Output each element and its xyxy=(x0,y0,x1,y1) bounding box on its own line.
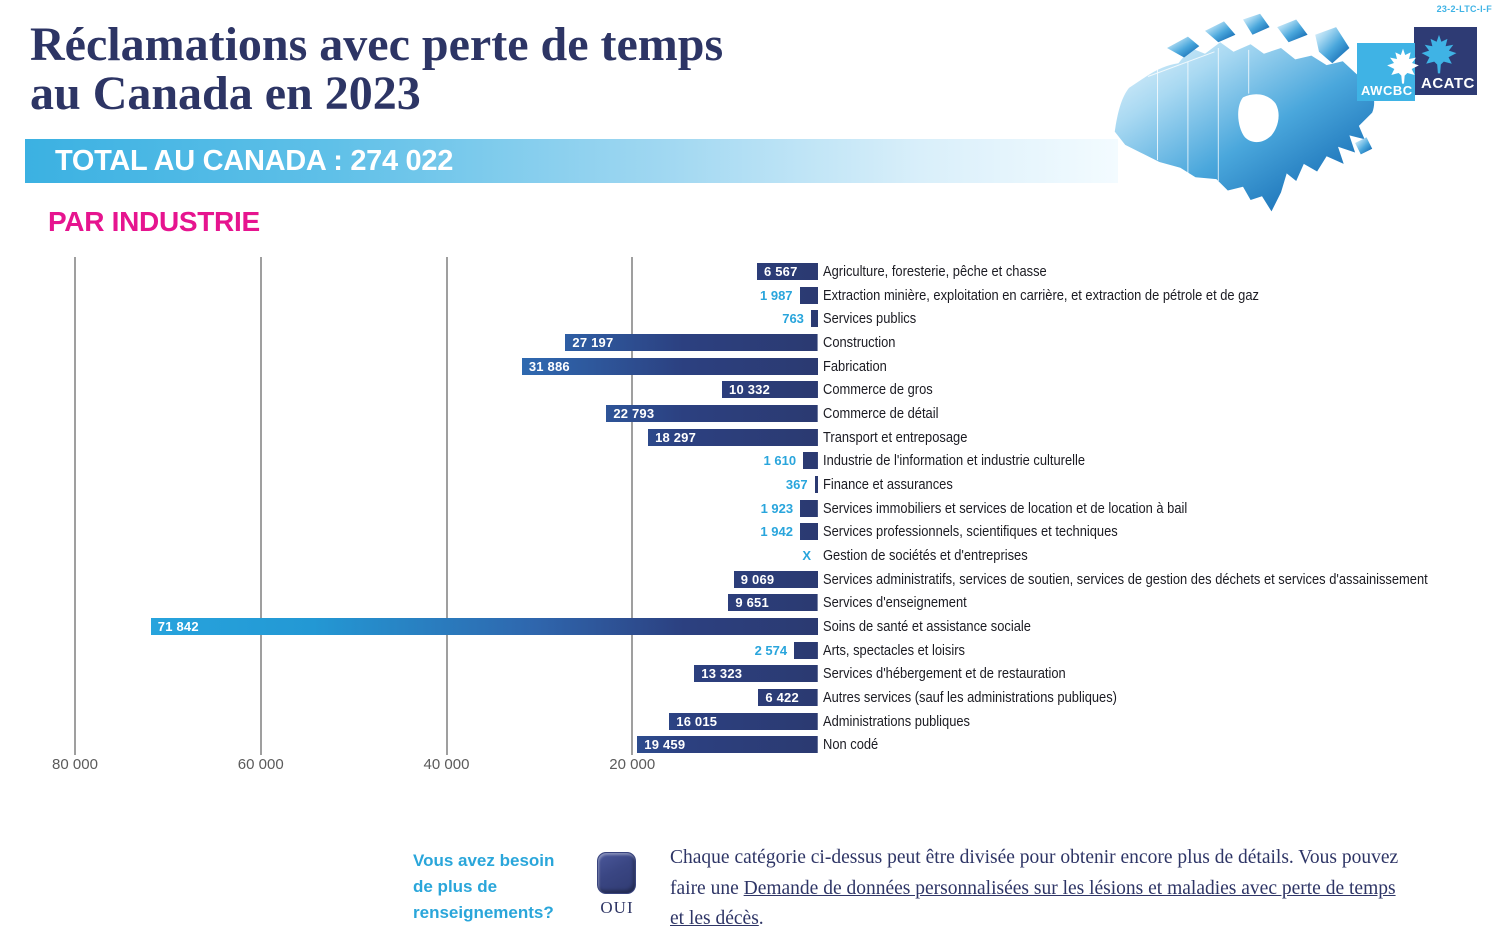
details-paragraph-period: . xyxy=(758,908,764,929)
bar xyxy=(637,736,818,753)
bar xyxy=(522,358,818,375)
bar xyxy=(565,334,818,351)
bar-category-label: Extraction minière, exploitation en carrière, et extraction de pétrole et de gaz xyxy=(823,286,1259,304)
bar-value: 1 987 xyxy=(760,287,793,303)
bar-category-label: Arts, spectacles et loisirs xyxy=(823,641,965,659)
chart-row xyxy=(0,496,1500,520)
acatc-wordmark: ACATC xyxy=(1421,75,1475,92)
chart-row xyxy=(0,591,1500,615)
bar-category-label: Gestion de sociétés et d'entreprises xyxy=(823,546,1028,564)
chart-row xyxy=(0,402,1500,426)
bar-value: 367 xyxy=(785,476,808,492)
bar-value: 9 069 xyxy=(740,571,775,587)
custom-data-request-link[interactable]: Demande de données personnalisées sur les lésions et maladies avec perte de temps et les décès xyxy=(670,877,1396,929)
axis-tick-label: 40 000 xyxy=(423,756,470,773)
oui-button[interactable] xyxy=(597,852,636,894)
bar-category-label: Commerce de gros xyxy=(823,381,933,399)
chart-row xyxy=(0,378,1500,402)
bar xyxy=(800,523,818,540)
bar xyxy=(803,452,818,469)
bar-category-label: Commerce de détail xyxy=(823,404,939,422)
chart-row xyxy=(0,260,1500,284)
chart-row xyxy=(0,425,1500,449)
chart-row xyxy=(0,662,1500,686)
bar xyxy=(811,310,818,327)
chart-row xyxy=(0,544,1500,568)
chart-row xyxy=(0,331,1500,355)
bar xyxy=(151,618,818,635)
chart-row xyxy=(0,520,1500,544)
bar-value: 16 015 xyxy=(676,713,718,729)
bar-value: 27 197 xyxy=(572,334,614,350)
bar xyxy=(734,571,818,588)
more-info-question-line: renseignements? xyxy=(413,903,554,922)
chart-row xyxy=(0,473,1500,497)
bar xyxy=(722,381,818,398)
total-banner-text: TOTAL AU CANADA : 274 022 xyxy=(55,145,454,177)
bar-category-label: Services publics xyxy=(823,310,917,328)
bar xyxy=(758,689,818,706)
bar xyxy=(694,665,818,682)
bar-category-label: Soins de santé et assistance sociale xyxy=(823,617,1031,635)
bar-category-label: Finance et assurances xyxy=(823,475,953,493)
bar-category-label: Services d'hébergement et de restauration xyxy=(823,665,1066,683)
chart-row xyxy=(0,615,1500,639)
bar xyxy=(800,287,818,304)
chart-row xyxy=(0,638,1500,662)
chart-row xyxy=(0,686,1500,710)
bar xyxy=(669,713,818,730)
bar-value: 9 651 xyxy=(735,595,769,611)
bar-value: 71 842 xyxy=(157,618,199,634)
bar-category-label: Services professionnels, scientifiques et techniques xyxy=(823,523,1118,541)
bar xyxy=(815,476,818,493)
axis-tick-label: 80 000 xyxy=(52,756,98,773)
bar-value: 19 459 xyxy=(644,737,686,753)
chart-row xyxy=(0,283,1500,307)
bar-category-label: Autres services (sauf les administrations publiques) xyxy=(823,688,1117,706)
details-paragraph-text: Chaque catégorie ci-dessus peut être divisée pour obtenir encore plus de détails. Vous pouvez faire une xyxy=(670,847,1399,899)
more-info-question xyxy=(413,848,583,926)
bar-category-label: Administrations publiques xyxy=(823,712,971,730)
bar-category-label: Construction xyxy=(823,333,896,351)
bar-value: 1 942 xyxy=(760,524,793,540)
page-title-line2: au Canada en 2023 xyxy=(30,67,421,120)
more-info-question-line: Vous avez besoin xyxy=(413,851,555,870)
bar xyxy=(800,500,818,517)
axis-tick-label: 60 000 xyxy=(237,756,284,773)
bar xyxy=(728,594,818,611)
bar-value: 2 574 xyxy=(754,642,788,658)
bar xyxy=(794,642,818,659)
bar-value: 13 323 xyxy=(701,666,743,682)
bar-category-label: Services d'enseignement xyxy=(823,594,967,612)
bar-category-label: Services administratifs, services de soutien, services de gestion des déchets et services d'assainissement xyxy=(823,570,1428,588)
chart-row xyxy=(0,449,1500,473)
bar-category-label: Fabrication xyxy=(823,357,887,375)
bar-category-label: Services immobiliers et services de location et de location à bail xyxy=(823,499,1188,517)
bar xyxy=(648,429,818,446)
bar xyxy=(606,405,818,422)
bar-category-label: Industrie de l'information et industrie culturelle xyxy=(823,452,1086,470)
bar-value: 1 610 xyxy=(763,453,797,469)
bar-value: 6 422 xyxy=(765,689,799,705)
bar-category-label: Agriculture, foresterie, pêche et chasse xyxy=(823,262,1047,280)
details-paragraph xyxy=(670,843,1410,935)
bar xyxy=(757,263,818,280)
more-info-question-line: de plus de xyxy=(413,877,498,896)
page-title-line1: Réclamations avec perte de temps xyxy=(30,18,724,71)
bar-category-label: Non codé xyxy=(823,736,879,754)
section-heading: PAR INDUSTRIE xyxy=(48,206,260,237)
bar-category-label: Transport et entreposage xyxy=(823,428,968,446)
bar-value: 22 793 xyxy=(613,405,655,421)
chart-row xyxy=(0,307,1500,331)
awcbc-wordmark: AWCBC xyxy=(1361,83,1413,98)
bar-value: X xyxy=(802,547,811,563)
document-code: 23-2-LTC-I-F xyxy=(1436,4,1492,14)
chart-row xyxy=(0,709,1500,733)
axis-tick-label: 20 000 xyxy=(609,756,656,773)
chart-row xyxy=(0,354,1500,378)
bar-value: 763 xyxy=(782,311,804,327)
bar-value: 10 332 xyxy=(729,382,771,398)
bar-value: 31 886 xyxy=(528,358,570,374)
oui-button-label: OUI xyxy=(600,898,634,917)
bar-value: 6 567 xyxy=(764,263,798,279)
bar-value: 18 297 xyxy=(655,429,697,445)
chart-row xyxy=(0,567,1500,591)
chart-row xyxy=(0,733,1500,757)
bar-value: 1 923 xyxy=(760,500,794,516)
